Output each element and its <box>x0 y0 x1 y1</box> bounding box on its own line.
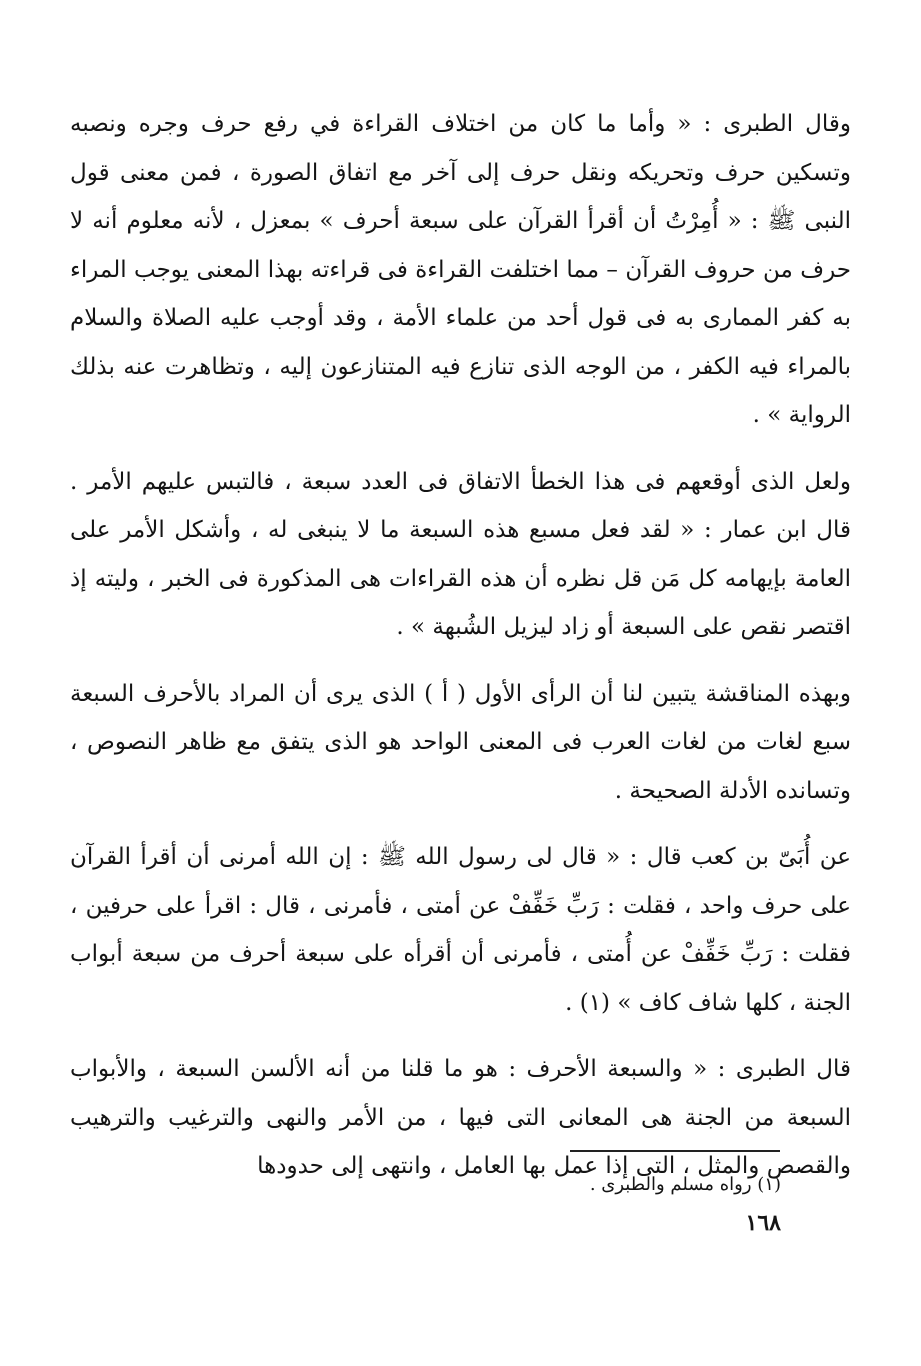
paragraph-2: ولعل الذى أوقعهم فى هذا الخطأ الاتفاق فى العدد سبعة ، فالتبس عليهم الأمر . قال ابن عمار : « لقد فعل مسبع هذه السبعة ما لا ينبغى له ، وأشكل الأمر على العامة بإيهامه كل مَن قل نظره أن هذه القراءات هى المذكورة فى الخبر ، وليته إذ اقتصر نقص على السبعة أو زاد ليزيل الشُبهة » . <box>70 468 851 640</box>
page-number: ١٦٨ <box>745 1210 781 1236</box>
paragraph-1: وقال الطبرى : « وأما ما كان من اختلاف القراءة في رفع حرف وجره ونصبه وتسكين حرف وتحريكه ونقل حرف إلى آخر مع اتفاق الصورة ، فمن معنى قول النبى ﷺ : « أُمِرْتُ أن أقرأ القرآن على سبعة أحرف » بمعزل ، لأنه معلوم أنه لا حرف من حروف القرآن – مما اختلفت القراءة فى قراءته بهذا المعنى يوجب المراء به كفر الممارى به فى قول أحد من علماء الأمة ، وقد أوجب عليه الصلاة والسلام بالمراء فيه الكفر ، من الوجه الذى تنازع فيه المتنازعون إليه ، وتظاهرت عنه بذلك الرواية » . <box>70 111 851 428</box>
main-text <box>70 100 851 1209</box>
paragraph-5: قال الطبرى : « والسبعة الأحرف : هو ما قلنا من أنه الألسن السبعة ، والأبواب السبعة من الجنة هى المعانى التى فيها ، من الأمر والنهى والترغيب والترهيب والقصص والمثل ، التى إذا عمل بها العامل ، وانتهى إلى حدودها <box>70 1056 851 1179</box>
paragraph-4: عن أُبَىّ بن كعب قال : « قال لى رسول الله ﷺ : إن الله أمرنى أن أقرأ القرآن على حرف واحد ، فقلت : رَبِّ خَفِّفْ عن أمتى ، فأمرنى ، قال : اقرأ على حرفين ، فقلت : رَبِّ خَفِّفْ عن أُمتى ، فأمرنى أن أقرأه على سبعة أحرف من سبعة أبواب الجنة ، كلها شاف كاف » (١) . <box>70 844 851 1016</box>
paragraph-3: وبهذه المناقشة يتبين لنا أن الرأى الأول ( أ ) الذى يرى أن المراد بالأحرف السبعة سبع لغات من لغات العرب فى المعنى الواحد هو الذى يتفق مع ظاهر النصوص ، وتسانده الأدلة الصحيحة . <box>70 680 851 804</box>
footnote: (١) رواه مسلم والطبرى . <box>589 1174 781 1195</box>
footnote-divider <box>570 1150 780 1152</box>
